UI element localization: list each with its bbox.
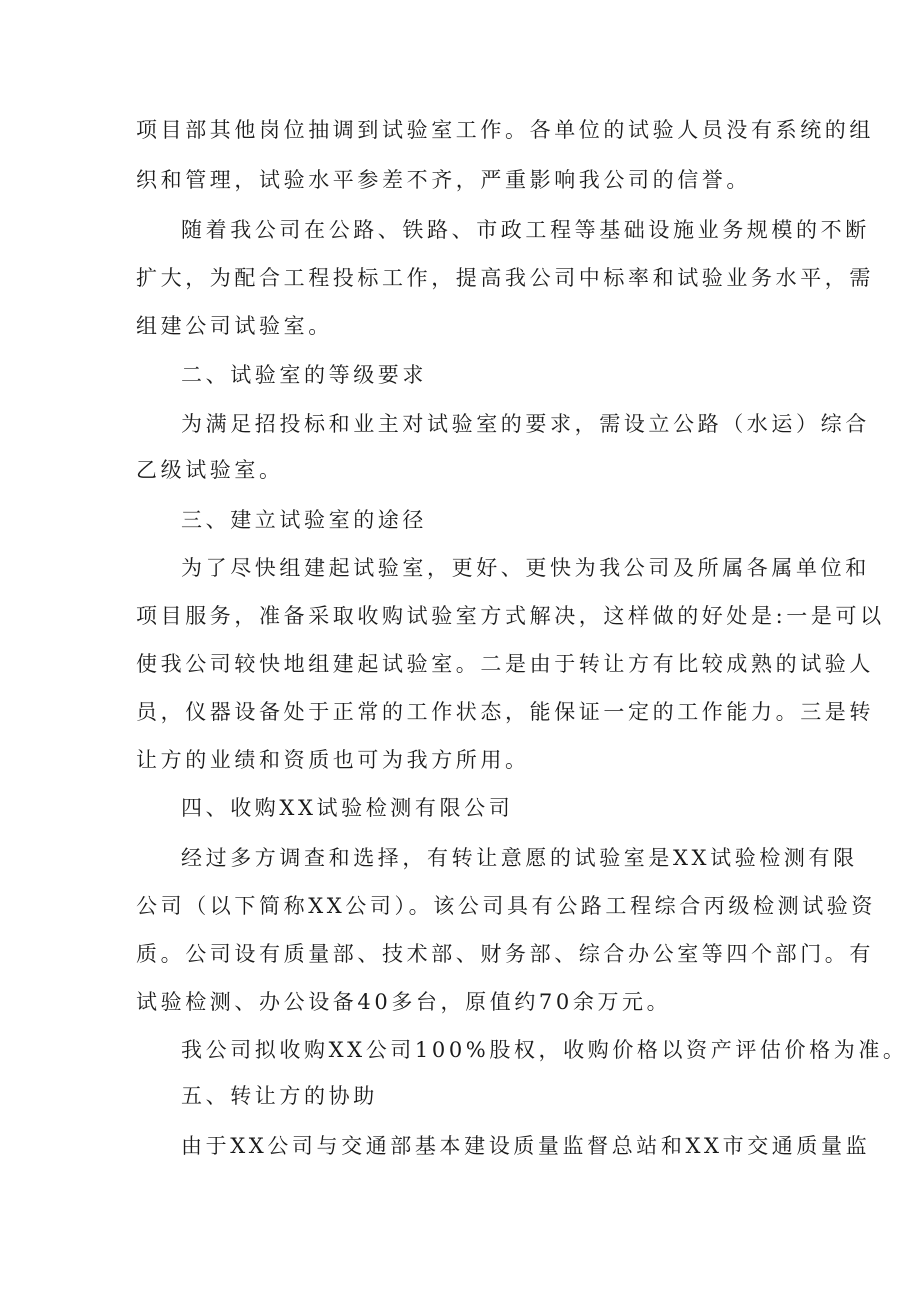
paragraph-line: 为了尽快组建起试验室，更好、更快为我公司及所属各属单位和 xyxy=(181,556,870,580)
paragraph-line: 公司（以下简称XX公司）。该公司具有公路工程综合丙级检测试验资 xyxy=(136,894,876,918)
paragraph-line: 让方的业绩和资质也可为我方所用。 xyxy=(136,748,530,772)
paragraph-line: 组建公司试验室。 xyxy=(136,314,333,338)
paragraph-line: 项目服务，准备采取收购试验室方式解决，这样做的好处是:一是可以 xyxy=(136,604,885,628)
paragraph-line: 使我公司较快地组建起试验室。二是由于转让方有比较成熟的试验人 xyxy=(136,652,874,676)
section-heading: 二、试验室的等级要求 xyxy=(181,363,427,387)
paragraph-line: 试验检测、办公设备40多台，原值约70余万元。 xyxy=(136,990,672,1014)
paragraph-line: 我公司拟收购XX公司100%股权，收购价格以资产评估价格为准。 xyxy=(181,1038,908,1062)
paragraph-line: 织和管理，试验水平参差不齐，严重影响我公司的信誉。 xyxy=(136,168,751,192)
section-heading: 五、转让方的协助 xyxy=(181,1084,378,1108)
paragraph-line: 经过多方调查和选择，有转让意愿的试验室是XX试验检测有限 xyxy=(181,846,858,870)
section-heading: 三、建立试验室的途径 xyxy=(181,508,427,532)
paragraph-line: 项目部其他岗位抽调到试验室工作。各单位的试验人员没有系统的组 xyxy=(136,118,874,142)
section-heading: 四、收购XX试验检测有限公司 xyxy=(181,796,514,820)
paragraph-line: 质。公司设有质量部、技术部、财务部、综合办公室等四个部门。有 xyxy=(136,942,874,966)
paragraph-line: 为满足招投标和业主对试验室的要求，需设立公路（水运）综合 xyxy=(181,412,870,436)
paragraph-line: 乙级试验室。 xyxy=(136,458,284,482)
paragraph-line: 由于XX公司与交通部基本建设质量监督总站和XX市交通质量监 xyxy=(181,1134,871,1158)
paragraph-line: 扩大，为配合工程投标工作，提高我公司中标率和试验业务水平，需 xyxy=(136,266,874,290)
paragraph-line: 随着我公司在公路、铁路、市政工程等基础设施业务规模的不断 xyxy=(181,218,870,242)
paragraph-line: 员，仪器设备处于正常的工作状态，能保证一定的工作能力。三是转 xyxy=(136,700,874,724)
